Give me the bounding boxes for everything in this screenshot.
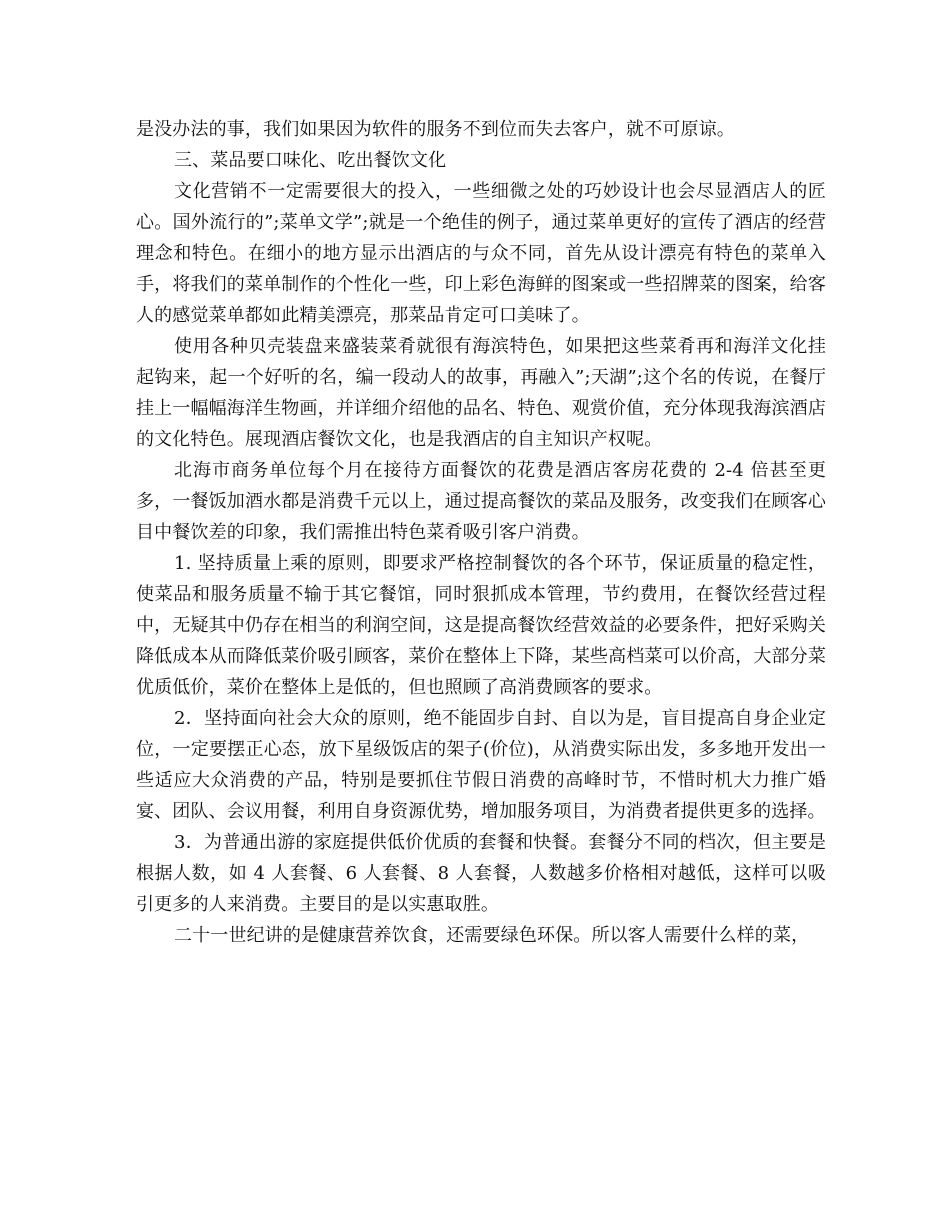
numbered-paragraph-1: 1. 坚持质量上乘的原则，即要求严格控制餐饮的各个环节，保证质量的稳定性，使菜品和服务质量不输于其它餐馆，同时狠抓成本管理，节约费用，在餐饮经营过程中，无疑其中仍存在相当的利润空间，这是提高餐饮经营效益的必要条件，把好采购关降低成本从而降低菜价吸引顾客，菜价在整体上下降，某些高档菜可以价高，大部分菜优质低价，菜价在整体上是低的，但也照顾了高消费顾客的要求。 xyxy=(136,553,826,698)
numbered-paragraph-2: 2．坚持面向社会大众的原则，绝不能固步自封、自以为是，盲目提高自身企业定位，一定要摆正心态，放下星级饭店的架子(价位)，从消费实际出发，多多地开发出一些适应大众消费的产品，特别是要抓住节假日消费的高峰时节，不惜时机大力推广婚宴、团队、会议用餐，利用自身资源优势，增加服务项目，为消费者提供更多的选择。 xyxy=(136,708,826,822)
paragraph-continuation: 是没办法的事，我们如果因为软件的服务不到位而失去客户，就不可原谅。 xyxy=(136,119,735,140)
section-heading: 三、菜品要口味化、吃出餐饮文化 xyxy=(174,150,447,171)
document-body xyxy=(136,114,826,951)
numbered-paragraph-3: 3．为普通出游的家庭提供低价优质的套餐和快餐。套餐分不同的档次，但主要是根据人数，如 4 人套餐、6 人套餐、8 人套餐，人数越多价格相对越低，这样可以吸引更多的人来消费。主要目的是以实惠取胜。 xyxy=(136,832,826,915)
paragraph: 文化营销不一定需要很大的投入，一些细微之处的巧妙设计也会尽显酒店人的匠心。国外流行的”;菜单文学”;就是一个绝佳的例子，通过菜单更好的宣传了酒店的经营理念和特色。在细小的地方显示出酒店的与众不同，首先从设计漂亮有特色的菜单入手，将我们的菜单制作的个性化一些，印上彩色海鲜的图案或一些招牌菜的图案，给客人的感觉菜单都如此精美漂亮，那菜品肯定可口美味了。 xyxy=(136,181,826,326)
paragraph-final: 二十一世纪讲的是健康营养饮食，还需要绿色环保。所以客人需要什么样的菜， xyxy=(174,925,810,946)
paragraph: 北海市商务单位每个月在接待方面餐饮的花费是酒店客房花费的 2-4 倍甚至更多，一餐饭加酒水都是消费千元以上，通过提高餐饮的菜品及服务，改变我们在顾客心目中餐饮差的印象，我们需推出特色菜肴吸引客户消费。 xyxy=(136,460,826,543)
paragraph: 使用各种贝壳装盘来盛装菜肴就很有海滨特色，如果把这些菜肴再和海洋文化挂起钩来，起一个好听的名，编一段动人的故事，再融入”;天湖”;这个名的传说，在餐厅挂上一幅幅海洋生物画，并详细介绍他的品名、特色、观赏价值，充分体现我海滨酒店的文化特色。展现酒店餐饮文化，也是我酒店的自主知识产权呢。 xyxy=(136,336,826,450)
